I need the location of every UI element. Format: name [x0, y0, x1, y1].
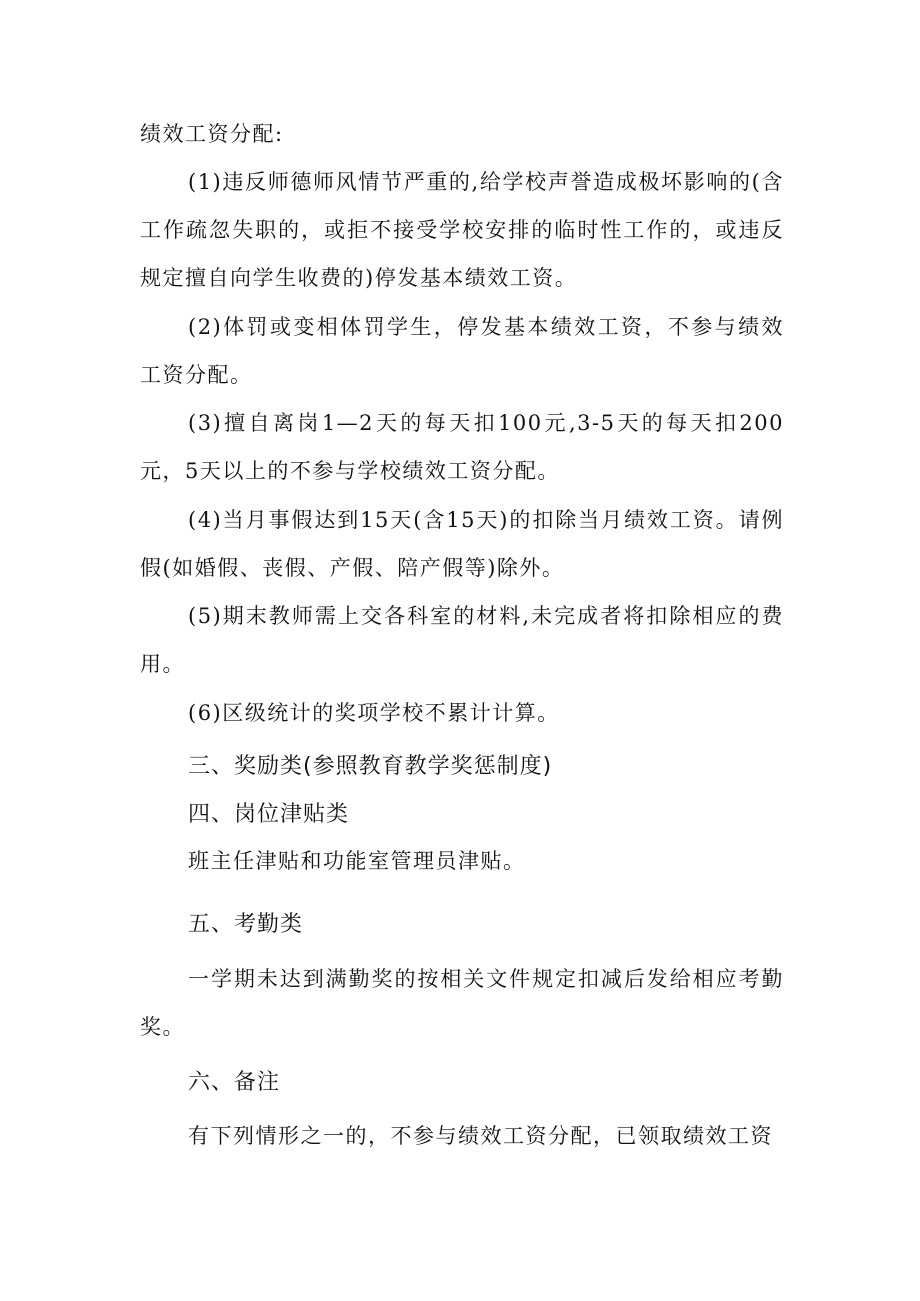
section-4-heading: 四、岗位津贴类: [188, 802, 350, 827]
section-6-heading: 六、备注: [188, 1070, 281, 1095]
paragraph-item-4: (4)当月事假达到15天(含15天)的扣除当月绩效工资。请例假(如婚假、丧假、产假、陪产假等)除外。: [140, 508, 784, 580]
paragraph-item-6: (6)区级统计的奖项学校不累计计算。: [188, 701, 560, 725]
section-5-heading: 五、考勤类: [188, 912, 304, 937]
section-4-body: 班主任津贴和功能室管理员津贴。: [188, 849, 526, 873]
paragraph-item-3: (3)擅自离岗1—2天的每天扣100元,3-5天的每天扣200元，5天以上的不参与学校绩效工资分配。: [140, 411, 784, 483]
section-5-body: 一学期未达到满勤奖的按相关文件规定扣减后发给相应考勤奖。: [140, 967, 784, 1039]
paragraph-item-2: (2)体罚或变相体罚学生，停发基本绩效工资，不参与绩效工资分配。: [140, 315, 784, 387]
section-3-heading: 三、奖励类(参照教育教学奖惩制度): [188, 754, 553, 779]
paragraph-item-1: (1)违反师德师风情节严重的,给学校声誉造成极坏影响的(含工作疏忽失职的，或拒不接受学校安排的临时性工作的，或违反规定擅自向学生收费的)停发基本绩效工资。: [140, 170, 784, 290]
section-6-body: 有下列情形之一的，不参与绩效工资分配，已领取绩效工资: [188, 1124, 773, 1148]
paragraph-item-5: (5)期末教师需上交各科室的材料,未完成者将扣除相应的费用。: [140, 604, 784, 676]
paragraph-intro: 绩效工资分配:: [140, 122, 284, 146]
